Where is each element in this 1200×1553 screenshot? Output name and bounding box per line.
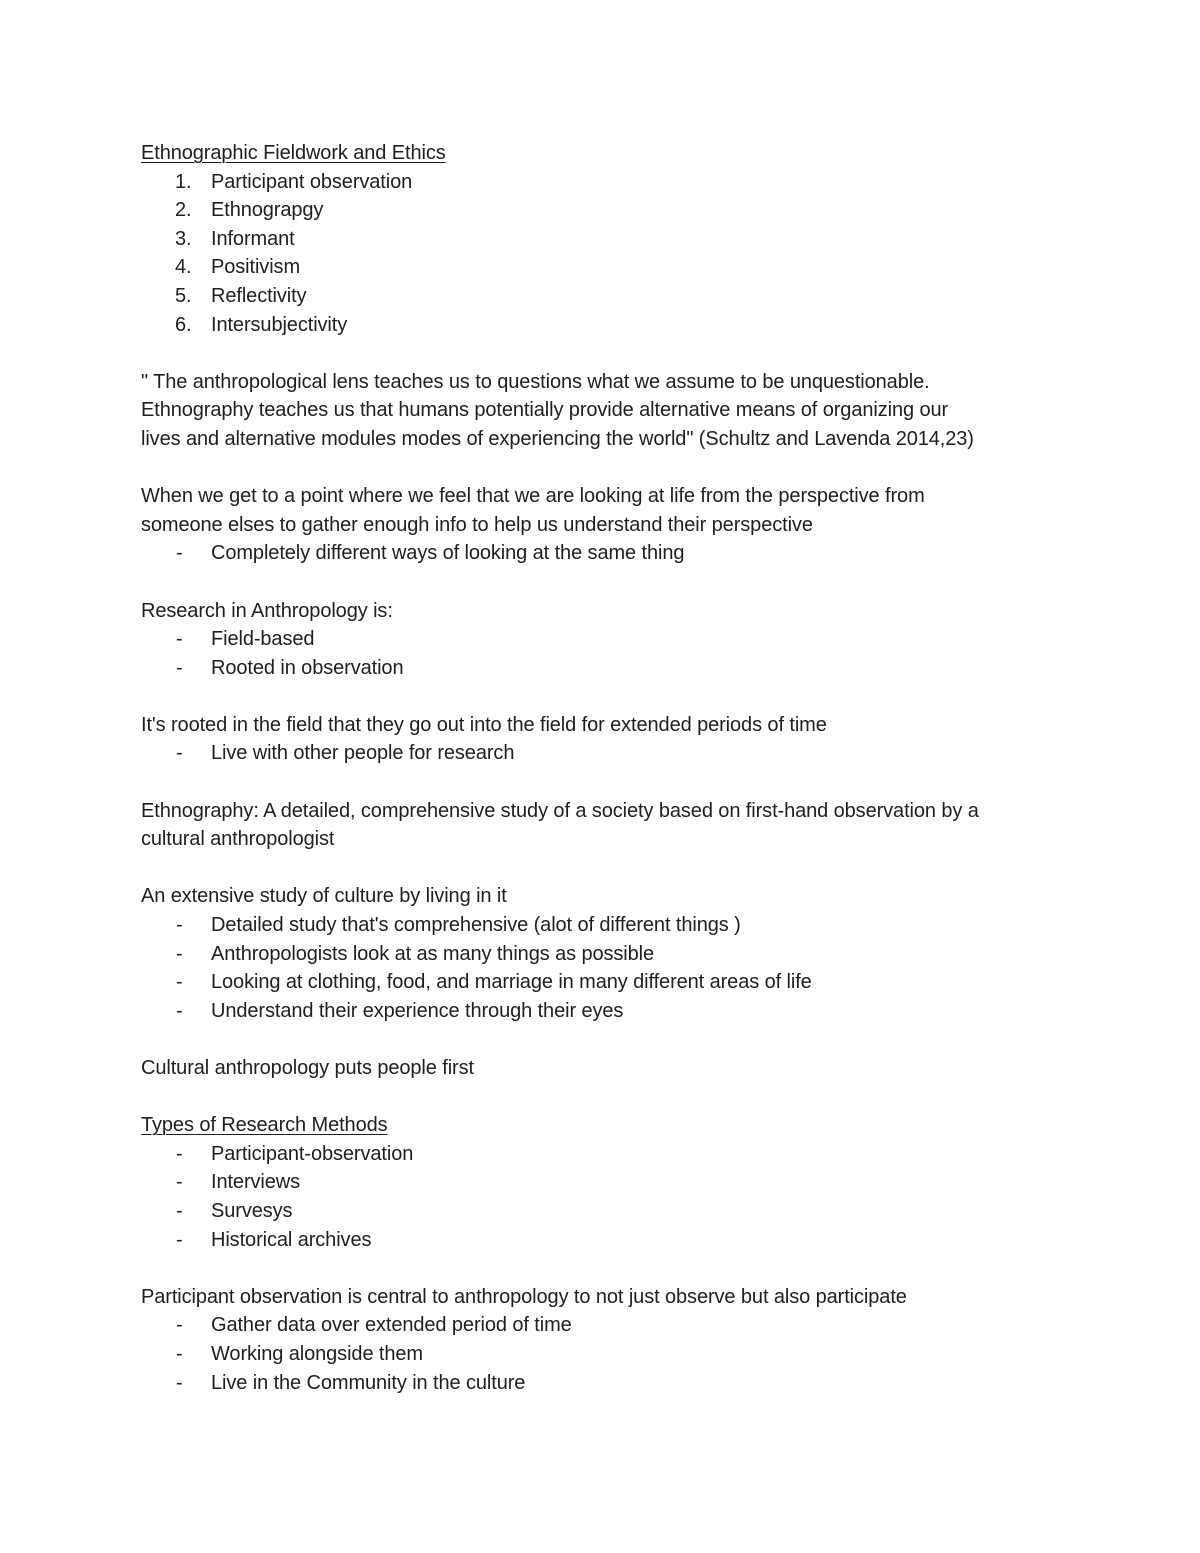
quote-paragraph: [141, 368, 1081, 454]
bullet-text: Understand their experience through their eyes: [211, 999, 624, 1022]
paragraph: Participant observation is central to anthropology to not just observe but also participate: [141, 1285, 907, 1308]
list-item: [141, 282, 1081, 311]
bullet-item: [141, 1340, 1081, 1369]
spacer: [141, 1083, 1081, 1112]
bullet-text: Field-based: [211, 628, 315, 651]
bullet-item: [141, 1140, 1081, 1169]
paragraph: An extensive study of culture by living in it: [141, 885, 507, 908]
bullet-item: [141, 739, 1081, 768]
paragraph-line: Ethnography: A detailed, comprehensive study of a society based on first-hand observation by a: [141, 799, 979, 822]
dash-marker: -: [176, 1199, 183, 1222]
paragraph-line: Ethnography teaches us that humans potentially provide alternative means of organizing our: [141, 399, 949, 422]
paragraph: [141, 797, 1081, 854]
list-number: 2.: [175, 199, 192, 222]
dash-marker: -: [176, 1342, 183, 1365]
bullet-text: Rooted in observation: [211, 656, 404, 679]
paragraph-line: When we get to a point where we feel that we are looking at life from the perspective from: [141, 485, 925, 508]
bullet-text: Survesys: [211, 1199, 293, 1222]
bullet-item: [141, 654, 1081, 683]
bullet-item: [141, 1226, 1081, 1255]
bullet-text: Working alongside them: [211, 1342, 423, 1365]
paragraph: Research in Anthropology is:: [141, 599, 393, 622]
spacer: [141, 768, 1081, 797]
list-item-text: Participant observation: [211, 170, 413, 193]
dash-marker: -: [176, 1171, 183, 1194]
paragraph: [141, 482, 1081, 539]
dash-marker: -: [176, 971, 183, 994]
paragraph-line: someone elses to gather enough info to help us understand their perspective: [141, 513, 813, 536]
list-item-text: Ethnograpgy: [211, 199, 324, 222]
list-item-text: Informant: [211, 227, 295, 250]
bullet-item: [141, 997, 1081, 1026]
section-heading: Types of Research Methods: [141, 1114, 388, 1137]
dash-marker: -: [176, 1371, 183, 1394]
numbered-list: [141, 168, 1081, 340]
dash-marker: -: [176, 1142, 183, 1165]
bullet-text: Gather data over extended period of time: [211, 1314, 572, 1337]
spacer: [141, 339, 1081, 368]
spacer: [141, 854, 1081, 883]
bullet-text: Looking at clothing, food, and marriage in many different areas of life: [211, 971, 812, 994]
paragraph-line: " The anthropological lens teaches us to questions what we assume to be unquestionable.: [141, 370, 930, 393]
bullet-item: [141, 1197, 1081, 1226]
spacer: [141, 1025, 1081, 1054]
paragraph: Cultural anthropology puts people first: [141, 1057, 474, 1079]
list-item: [141, 168, 1081, 197]
list-item: [141, 311, 1081, 340]
spacer: [141, 682, 1081, 711]
document-page: [141, 139, 1081, 1397]
dash-marker: -: [176, 942, 183, 965]
list-number: 4.: [175, 256, 192, 279]
list-item: [141, 253, 1081, 282]
list-item-text: Reflectivity: [211, 284, 307, 307]
list-number: 3.: [175, 227, 192, 250]
paragraph-line: lives and alternative modules modes of experiencing the world" (Schultz and Lavenda 2014,23): [141, 427, 974, 450]
paragraph: It's rooted in the field that they go out into the field for extended periods of time: [141, 713, 827, 736]
bullet-item: [141, 539, 1081, 568]
bullet-text: Completely different ways of looking at the same thing: [211, 542, 685, 565]
list-item: [141, 196, 1081, 225]
bullet-item: [141, 1311, 1081, 1340]
bullet-text: Detailed study that's comprehensive (alot of different things ): [211, 914, 741, 937]
bullet-item: [141, 1369, 1081, 1398]
bullet-text: Participant-observation: [211, 1142, 414, 1165]
paragraph-line: cultural anthropologist: [141, 828, 335, 851]
dash-marker: -: [176, 742, 183, 765]
bullet-text: Live with other people for research: [211, 742, 515, 765]
bullet-item: [141, 940, 1081, 969]
bullet-item: [141, 625, 1081, 654]
list-number: 6.: [175, 313, 192, 336]
dash-marker: -: [176, 628, 183, 651]
bullet-item: [141, 1168, 1081, 1197]
bullet-text: Anthropologists look at as many things as possible: [211, 942, 655, 965]
dash-marker: -: [176, 1228, 183, 1251]
spacer: [141, 454, 1081, 483]
bullet-text: Live in the Community in the culture: [211, 1371, 526, 1394]
list-item: [141, 225, 1081, 254]
list-item-text: Intersubjectivity: [211, 313, 348, 336]
list-item-text: Positivism: [211, 256, 301, 279]
dash-marker: -: [176, 542, 183, 565]
bullet-item: [141, 911, 1081, 940]
bullet-text: Historical archives: [211, 1228, 372, 1251]
section-heading: Ethnographic Fieldwork and Ethics: [141, 142, 446, 164]
list-number: 5.: [175, 284, 192, 307]
spacer: [141, 1254, 1081, 1283]
spacer: [141, 568, 1081, 597]
bullet-text: Interviews: [211, 1171, 301, 1194]
dash-marker: -: [176, 999, 183, 1022]
list-number: 1.: [175, 170, 192, 193]
dash-marker: -: [176, 914, 183, 937]
dash-marker: -: [176, 656, 183, 679]
dash-marker: -: [176, 1314, 183, 1337]
bullet-item: [141, 968, 1081, 997]
